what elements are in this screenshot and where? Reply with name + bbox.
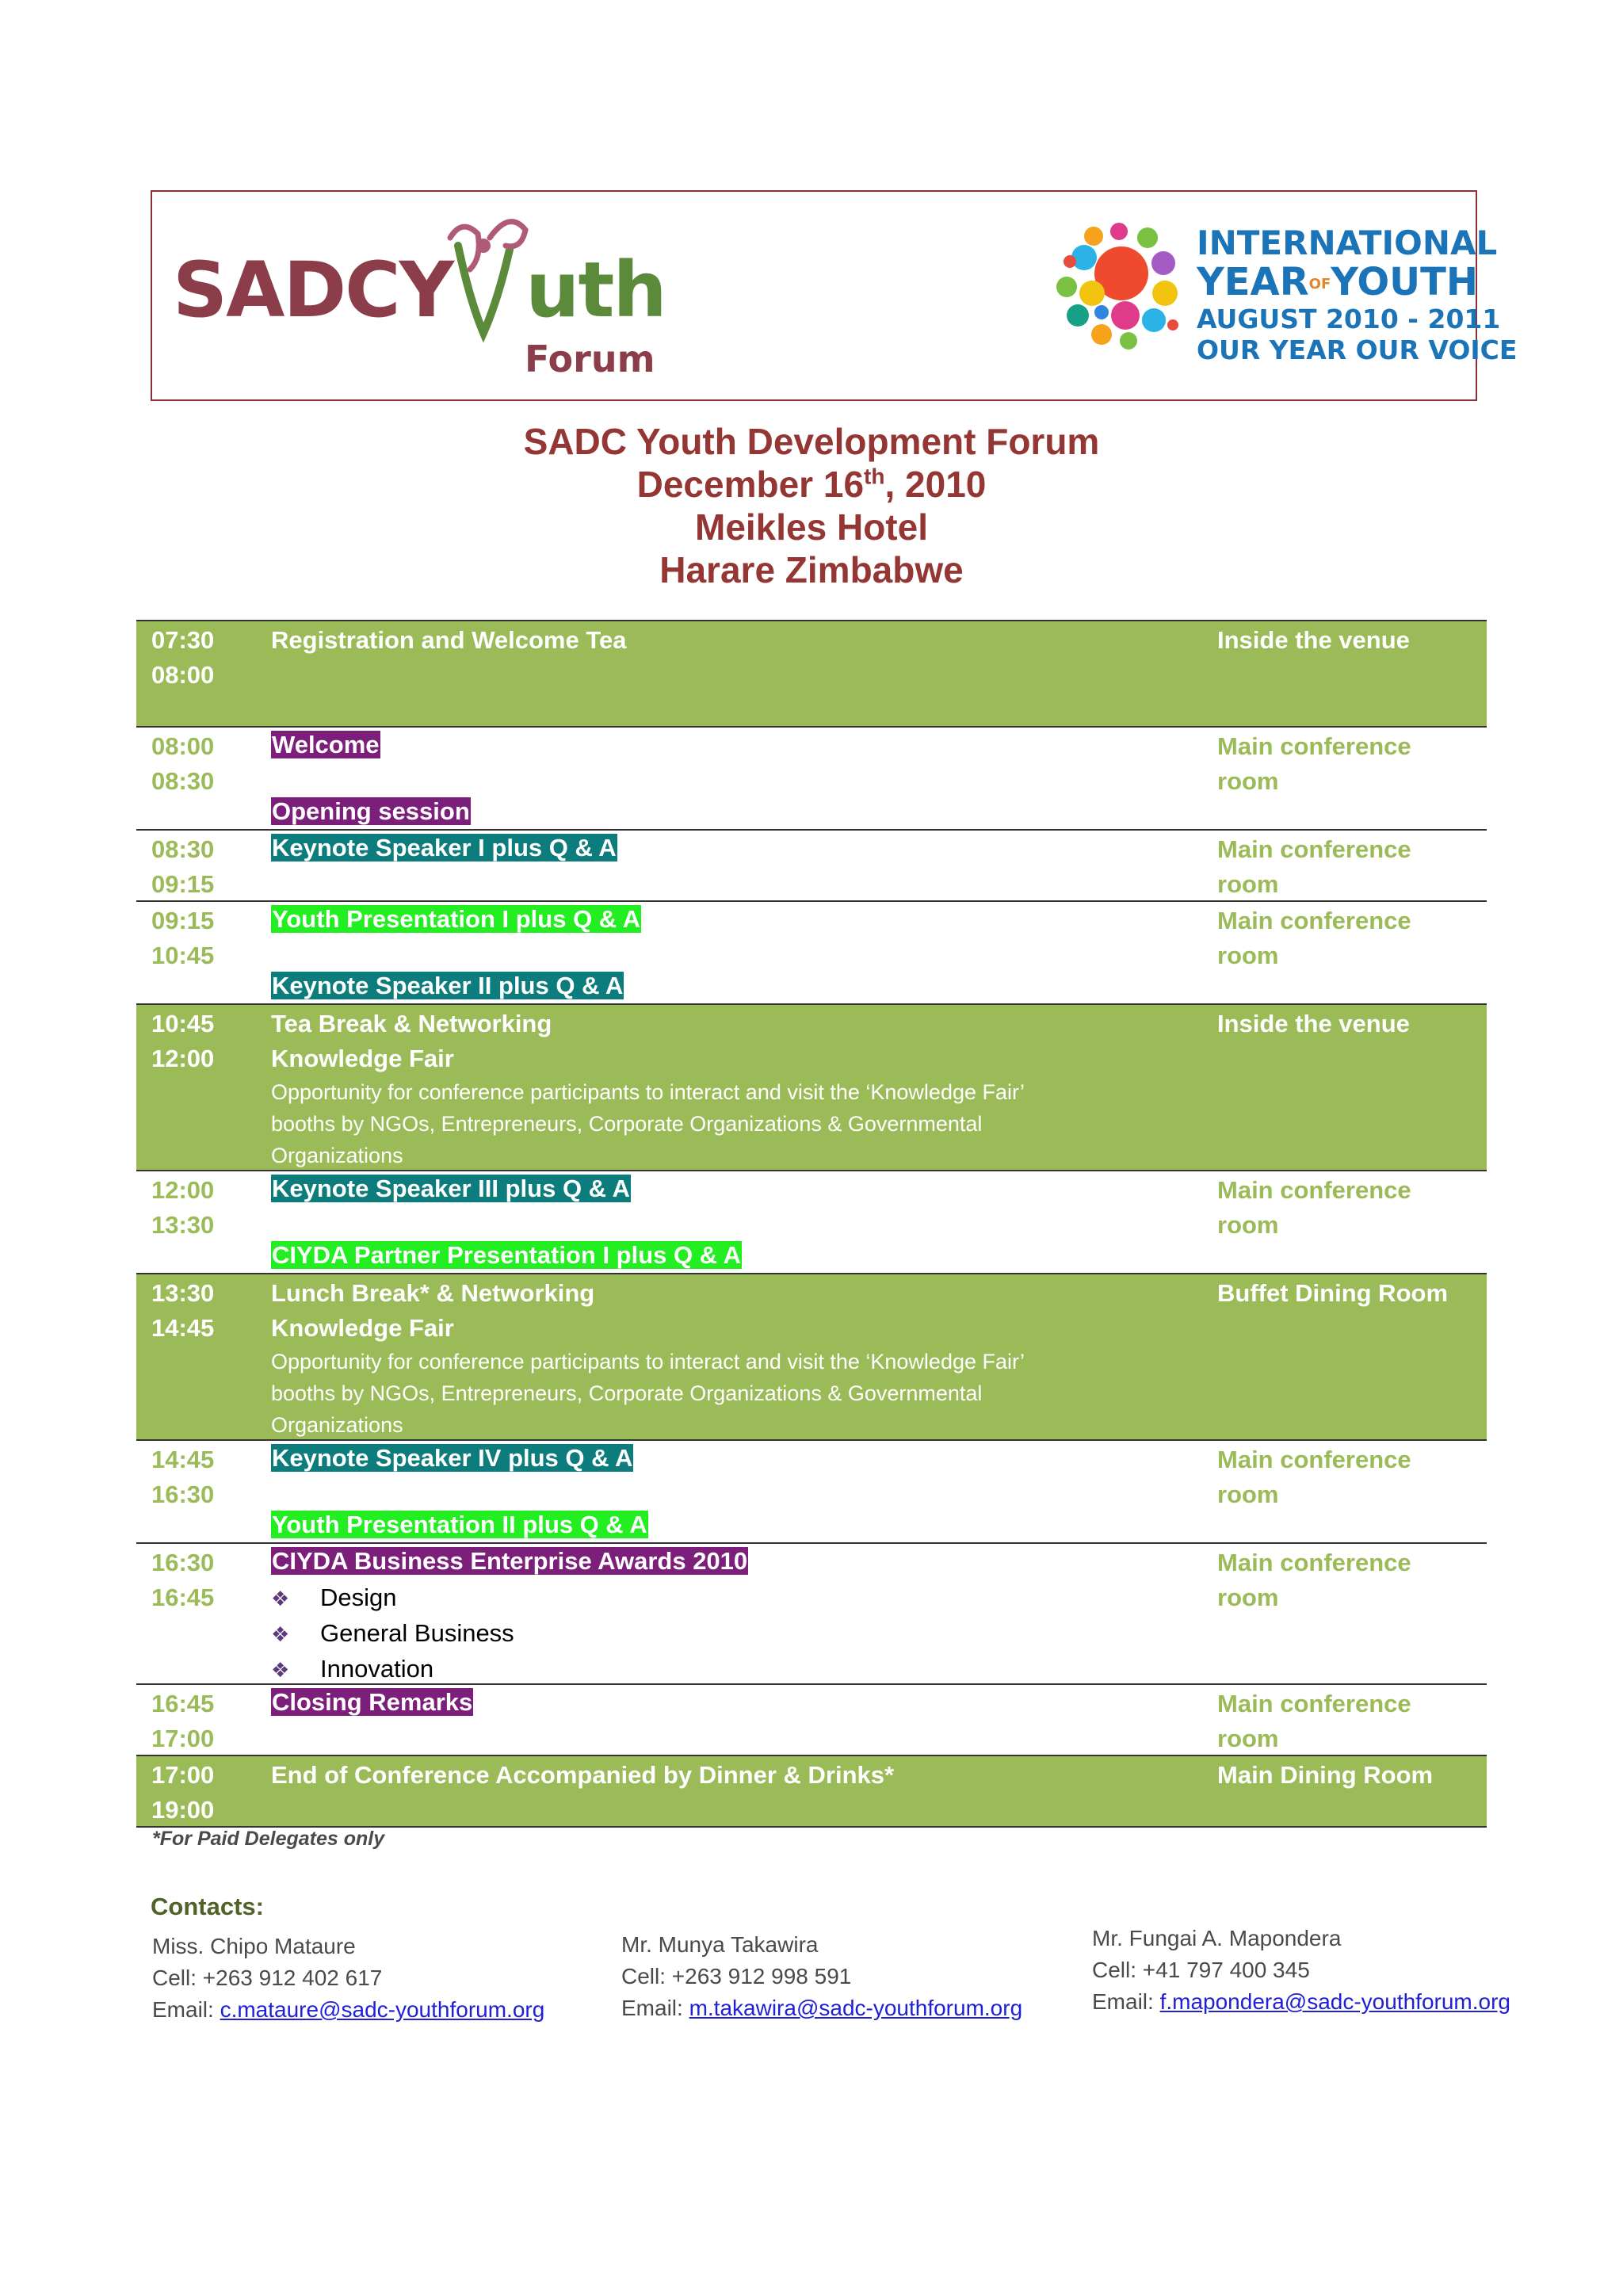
contact-name: Mr. Munya Takawira (621, 1932, 819, 1957)
list-item: ❖ General Business (271, 1616, 1198, 1652)
schedule-row: 16:45 17:00 Closing Remarks Main conference room (136, 1683, 1487, 1755)
iyy-line-slogan: OUR YEAR OUR VOICE (1197, 334, 1518, 365)
schedule-row: 14:45 16:30 Keynote Speaker IV plus Q & A Youth Presentation II plus Q & A Main conference room (136, 1439, 1487, 1542)
activity-title: Lunch Break* & Networking (271, 1279, 595, 1307)
schedule-row: 09:15 10:45 Youth Presentation I plus Q & A Keynote Speaker II plus Q & A Main conference room (136, 900, 1487, 1003)
schedule-table (136, 620, 1487, 1828)
list-item: ❖ Design (271, 1580, 1198, 1616)
iyy-line-dates: AUGUST 2010 - 2011 (1197, 304, 1501, 334)
contact-email-link[interactable]: m.takawira@sadc-youthforum.org (689, 1996, 1023, 2020)
contact-cell: Cell: +263 912 998 591 (621, 1964, 852, 1988)
diamond-bullet-icon: ❖ (271, 1658, 290, 1682)
activity-location: Main Dining Room (1217, 1761, 1434, 1789)
activity-keynote-1: Keynote Speaker I plus Q & A (272, 834, 617, 861)
contact-name: Miss. Chipo Mataure (152, 1934, 356, 1958)
schedule-row: 16:30 16:45 CIYDA Business Enterprise Awards 2010 ❖ Design ❖ General Business ❖ Innovation Main conference room (136, 1542, 1487, 1683)
contacts-heading: Contacts: (151, 1893, 264, 1920)
logo-text-forum: Forum (525, 338, 655, 380)
page-title (0, 420, 1623, 591)
activity-opening-session: Opening session (272, 797, 470, 825)
contact-card: Mr. Munya Takawira Cell: +263 912 998 591 Email: m.takawira@sadc-youthforum.org (621, 1929, 1022, 2024)
iyy-line-international: INTERNATIONAL (1197, 223, 1498, 262)
event-date: December 16th, 2010 (636, 464, 987, 505)
iyy-line-year-of-youth: YEAROFYOUTH (1197, 260, 1479, 304)
activity-title: Registration and Welcome Tea (271, 626, 627, 654)
list-item: ❖ Innovation (271, 1652, 1198, 1687)
contact-name: Mr. Fungai A. Mapondera (1092, 1926, 1342, 1950)
footnote: *For Paid Delegates only (152, 1828, 385, 1850)
activity-welcome: Welcome (272, 731, 380, 758)
event-city: Harare Zimbabwe (659, 549, 964, 590)
activity-location: Buffet Dining Room (1217, 1279, 1449, 1307)
activity-ciyda-partner-presentation: CIYDA Partner Presentation I plus Q & A (272, 1241, 741, 1269)
activity-keynote-4: Keynote Speaker IV plus Q & A (272, 1444, 633, 1472)
logo-text-uth: uth (525, 246, 666, 334)
contact-cell: Cell: +263 912 402 617 (152, 1966, 383, 1990)
activity-business-awards: CIYDA Business Enterprise Awards 2010 (272, 1547, 748, 1575)
activity-subtitle: Knowledge Fair (271, 1045, 454, 1072)
schedule-row: 12:00 13:30 Keynote Speaker III plus Q & A CIYDA Partner Presentation I plus Q & A Main conference room (136, 1170, 1487, 1273)
contact-card: Miss. Chipo Mataure Cell: +263 912 402 617 Email: c.mataure@sadc-youthforum.org (152, 1931, 544, 2026)
globe-dots-icon (1046, 214, 1189, 365)
event-venue: Meikles Hotel (695, 506, 928, 548)
contact-email-link[interactable]: c.mataure@sadc-youthforum.org (220, 1997, 545, 2022)
activity-title: End of Conference Accompanied by Dinner & Drinks* (271, 1761, 895, 1789)
activity-keynote-2: Keynote Speaker II plus Q & A (272, 972, 624, 999)
logo-text-sadcy: SADCY (173, 246, 453, 334)
activity-closing-remarks: Closing Remarks (272, 1688, 473, 1716)
schedule-row: 08:30 09:15 Keynote Speaker I plus Q & A Main conference room (136, 829, 1487, 900)
activity-title: Tea Break & Networking (271, 1010, 552, 1037)
diamond-bullet-icon: ❖ (271, 1587, 290, 1610)
schedule-row: 10:45 12:00 Tea Break & Networking Knowledge Fair Opportunity for conference participants to interact and visit the ‘Knowledge Fair’ booths by NGOs, Entrepreneurs, Corporate Organizations & Governmental Organizations Inside the venue (136, 1003, 1487, 1170)
activity-location: Inside the venue (1217, 626, 1410, 654)
schedule-row: 17:00 19:00 End of Conference Accompanied by Dinner & Drinks* Main Dining Room (136, 1755, 1487, 1828)
header-banner (151, 190, 1518, 401)
sadc-youth-forum-logo (173, 209, 666, 380)
schedule-row: 13:30 14:45 Lunch Break* & Networking Knowledge Fair Opportunity for conference participants to interact and visit the ‘Knowledge Fair’ booths by NGOs, Entrepreneurs, Corporate Organizations & Governmental Organizations Buffet Dining Room (136, 1273, 1487, 1439)
activity-youth-presentation-1: Youth Presentation I plus Q & A (272, 905, 641, 933)
activity-location: Inside the venue (1217, 1010, 1410, 1037)
international-year-of-youth-logo (1046, 214, 1518, 380)
schedule-row: 07:30 08:00 Registration and Welcome Tea Inside the venue (136, 620, 1487, 726)
contact-cell: Cell: +41 797 400 345 (1092, 1958, 1310, 1982)
diamond-bullet-icon: ❖ (271, 1622, 290, 1646)
awards-list (271, 1580, 1198, 1687)
schedule-row: 08:00 08:30 Welcome Opening session Main conference room (136, 726, 1487, 829)
contact-email-link[interactable]: f.mapondera@sadc-youthforum.org (1159, 1989, 1510, 2014)
contact-card: Mr. Fungai A. Mapondera Cell: +41 797 400 345 Email: f.mapondera@sadc-youthforum.org (1092, 1923, 1510, 2018)
activity-youth-presentation-2: Youth Presentation II plus Q & A (272, 1511, 647, 1538)
event-title: SADC Youth Development Forum (523, 421, 1100, 462)
activity-keynote-3: Keynote Speaker III plus Q & A (272, 1175, 630, 1202)
dancing-figure-icon (434, 214, 537, 349)
activity-subtitle: Knowledge Fair (271, 1314, 454, 1342)
